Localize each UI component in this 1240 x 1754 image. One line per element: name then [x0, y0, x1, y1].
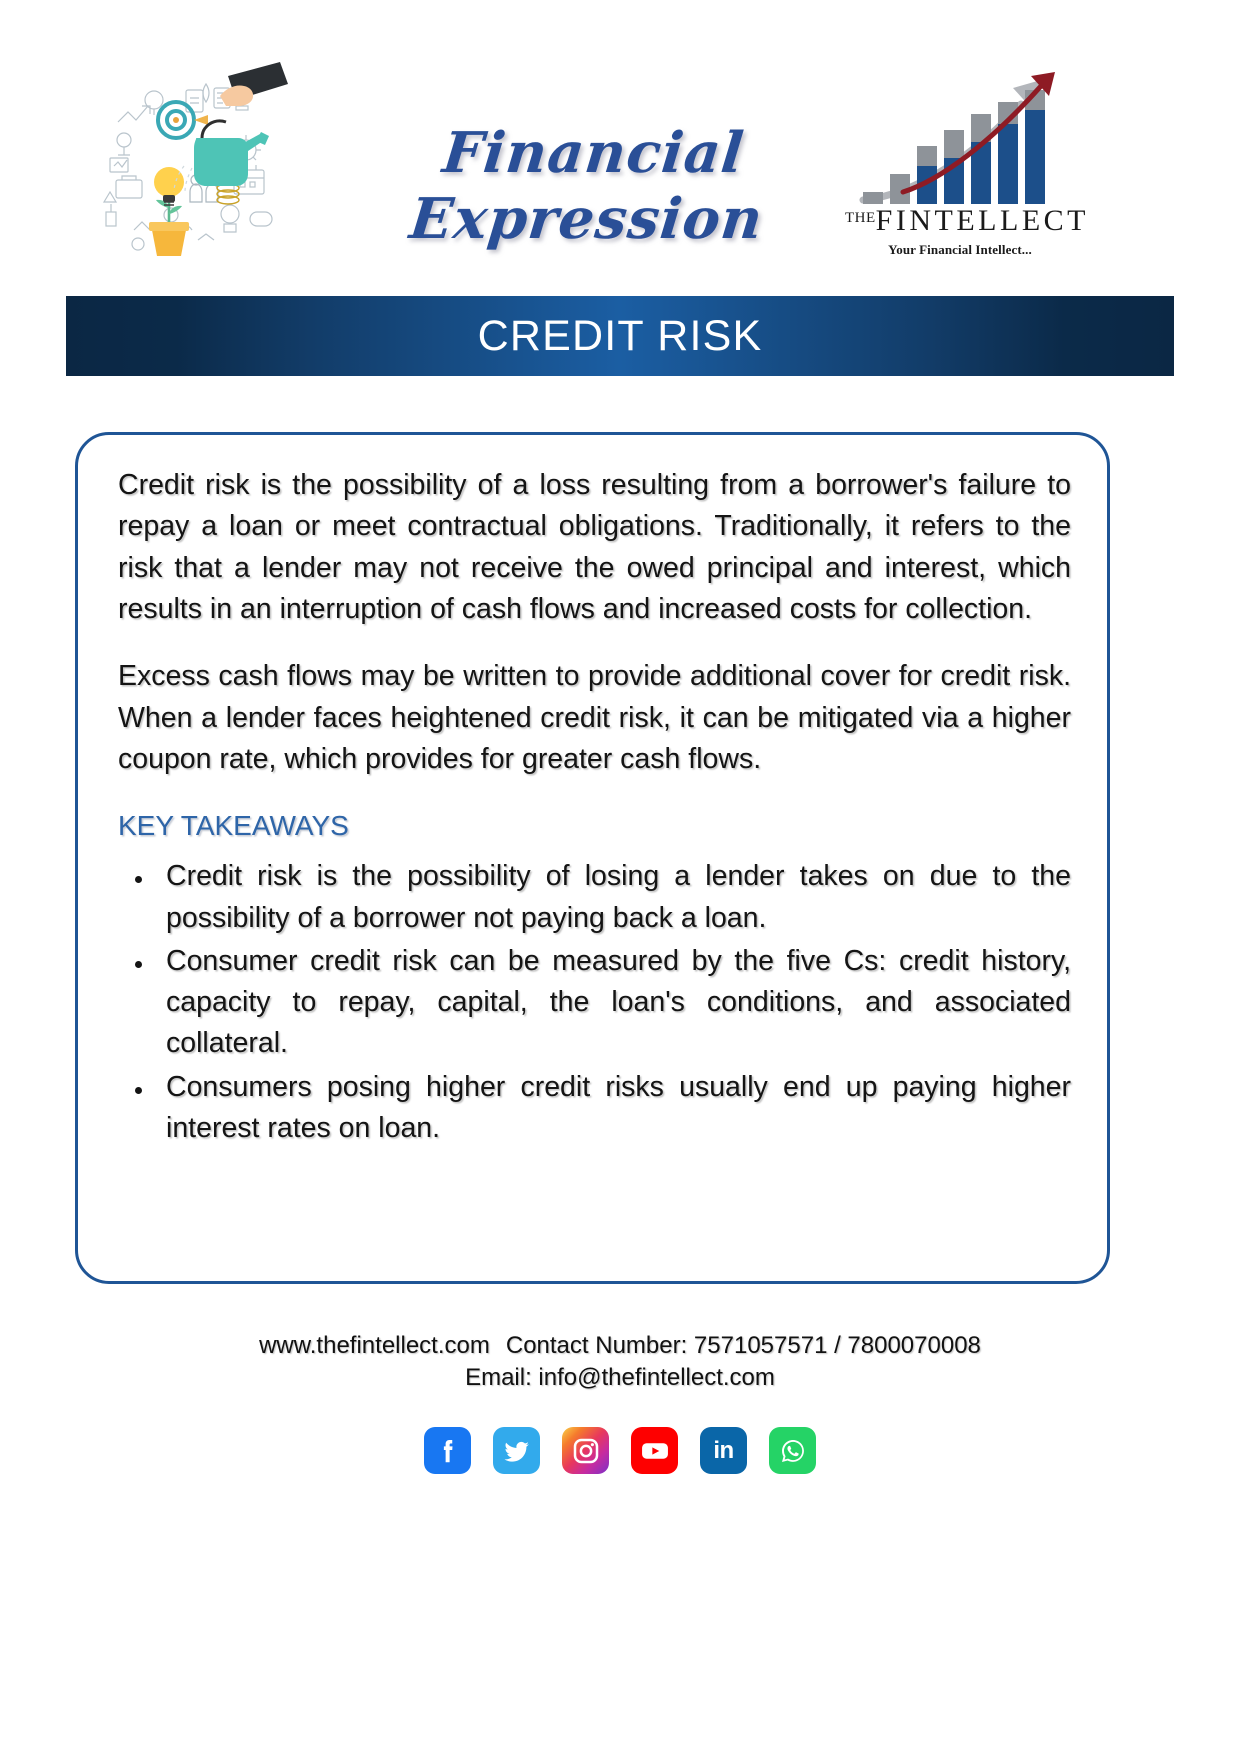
- footer-email[interactable]: Email: info@thefintellect.com: [465, 1364, 775, 1392]
- linkedin-icon[interactable]: [700, 1427, 747, 1474]
- logo-name-text: FINTELLECT: [875, 204, 1089, 237]
- twitter-icon[interactable]: [493, 1427, 540, 1474]
- masthead-title: Financial Expression: [406, 120, 767, 252]
- logo-tagline: Your Financial Intellect...: [888, 242, 1032, 257]
- page-title: CREDIT RISK: [477, 311, 763, 360]
- instagram-icon[interactable]: [562, 1427, 609, 1474]
- key-takeaways-list: [118, 856, 1071, 1149]
- body-paragraph-2: Excess cash flows may be written to provide additional cover for credit risk. When a lender faces heightened credit risk, it can be mitigated via a higher coupon rate, which provides for greater cash flows.: [118, 660, 1071, 775]
- title-banner: [66, 296, 1174, 376]
- business-icons-illustration: [78, 62, 288, 262]
- whatsapp-icon[interactable]: [769, 1427, 816, 1474]
- page-footer: [0, 1330, 1240, 1395]
- youtube-icon[interactable]: [631, 1427, 678, 1474]
- content-card: [75, 432, 1110, 1284]
- footer-website[interactable]: www.thefintellect.com: [259, 1332, 490, 1359]
- list-item: Credit risk is the possibility of losing a lender takes on due to the possibility of a borrower not paying back a loan.: [118, 856, 1071, 939]
- facebook-icon[interactable]: [424, 1427, 471, 1474]
- key-takeaways-heading: KEY TAKEAWAYS: [118, 810, 349, 842]
- list-item: Consumers posing higher credit risks usually end up paying higher interest rates on loan.: [118, 1067, 1071, 1150]
- footer-contact-line: [0, 1330, 1240, 1362]
- list-item: Consumer credit risk can be measured by the five Cs: credit history, capacity to repay, capital, the loan's conditions, and associated collateral.: [118, 941, 1071, 1065]
- page-header: [0, 0, 1240, 285]
- logo-the-text: THE: [845, 210, 876, 226]
- logo-wordmark: [845, 204, 1089, 238]
- body-paragraph-1: Credit risk is the possibility of a loss resulting from a borrower's failure to repay a loan or meet contractual obligations. Traditionally, it refers to the risk that a lender may not receive the owed principal and interest, which results in an interruption of cash flows and increased costs for collection.: [118, 469, 1071, 625]
- fintellect-logo: [845, 70, 1089, 265]
- logo-bar-chart-icon: [845, 70, 1075, 210]
- social-links-row: [0, 1427, 1240, 1474]
- linkedin-label: in: [713, 1436, 734, 1464]
- footer-contact-number: Contact Number: 7571057571 / 7800070008: [505, 1332, 981, 1359]
